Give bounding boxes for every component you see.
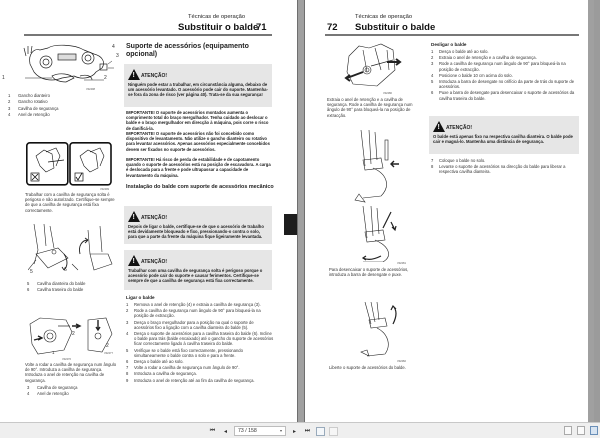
callout-2: 2 [72,331,75,337]
figure-code: V02498 [86,88,95,91]
warning-box [429,116,579,154]
important-note: IMPORTANTE! O suporte de acessórios montados aumenta o comprimento total do braço mergulhador. Tenha cuidado ao deslocar o balde e o braço mergulhador em direcção à máquina, pois corre o risco de danificá-la. [126,110,269,131]
warning-label: ATENÇÃO! [446,125,473,131]
next-page-icon: ▸ [292,428,296,435]
step-item: 8 Levante o suporte de acessórios na direcção do balde para liberar a respectiva cavilha dianteira. [431,164,566,175]
page-number: 72 [327,22,338,33]
figure-code: V02281 [397,262,406,265]
figure4-legend [27,385,117,398]
legend-item: 4 Anel de retenção [27,391,69,397]
warning-icon [433,121,445,132]
step-item: 7 Coloque o balde no solo. [431,158,486,163]
warning-box [124,206,272,244]
viewer-toolbar [0,422,600,438]
figure-code: V02276 [62,358,71,361]
legend-item: 6 Cavilha traseira do balde [27,287,84,293]
warning-label: ATENÇÃO! [141,259,168,265]
section-label: Técnicas de operação [188,14,246,20]
continuous-view-icon[interactable] [577,426,585,435]
last-page-button[interactable] [303,426,312,436]
step-item: 5 Introduza a barra de desengate no orifício da parte de trás do suporte de acessórios. [431,79,575,90]
section-label: Técnicas de operação [355,14,413,20]
first-page-button[interactable] [208,426,217,436]
procedure-heading: Desligar o balde [431,42,467,47]
callout-5: 5 [30,269,33,275]
page-navigation [208,425,338,437]
procedure-steps [431,49,579,102]
warning-label: ATENÇÃO! [141,73,168,79]
page-thumb-tab [284,214,297,235]
first-page-icon: ⏮ [209,427,216,434]
release-bar-illustration [351,130,407,262]
legend-item: 1 Gancho dianteiro [8,93,50,98]
page-title: Substituir o balde [178,22,259,33]
copy-page-icon[interactable] [316,427,325,436]
prev-page-icon: ◂ [223,428,227,435]
legend-item: 3 Cavilha de segurança [8,105,59,111]
legend-item: 4 Anel de retenção [8,111,50,117]
step-item: 7 Volte a rodar a cavilha de segurança num ângulo de 90°. [126,365,240,371]
view-mode-switcher [564,426,598,435]
subsection-heading: Instalação do balde com suporte de acessórios mecânico [126,184,274,190]
callout-1: 1 [2,75,5,81]
step-item: 6 Puxe a barra de desengate para desencaixar o suporte de acessórios da cavilha traseira do balde. [431,90,575,101]
procedure-steps-continued [431,158,579,176]
step-item: 1 Remova o anel de retenção (4) e extraia a cavilha de segurança (3). [126,302,261,307]
step-item: 2 Extraia o anel de retenção e a cavilha de segurança. [431,55,537,61]
warning-text: Ninguém pode estar a trabalhar, em circunstância alguma, debaixo de um acessório levantado. O acessório pode cair do suporte. Mantenha-se fora da zona de risco (ver página 40). Trata-se da sua segurança! [128,82,268,98]
step-item: 4 Posicione o balde 10 cm acima do solo. [431,72,513,78]
legend-item: 2 Gancho rotativo [8,99,48,105]
attachment-bracket-illustration [22,42,114,88]
step-item: 8 Introduza a cavilha de segurança. [126,371,197,377]
figure1-caption: Extraia o anel de retenção e a cavilha de segurança. Rode a cavilha de segurança num ângulo de 90° para bloqueá-la na posição de extracção. [327,97,413,118]
callout-2: 2 [104,75,107,81]
bucket-release-illustration [357,302,407,360]
page-72 [304,0,594,422]
warning-box [124,250,272,290]
warning-box [124,64,272,107]
page-title: Substituir o balde [355,22,436,33]
warning-icon [128,211,140,222]
paste-page-icon[interactable] [329,427,338,436]
callout-4: 4 [112,44,115,50]
header-rule [325,34,579,36]
prev-page-button[interactable] [221,426,230,436]
figure2-caption: Trabalhar com a cavilha de segurança solta é perigoso e não autorizado. Certifique-se sempre de que a cavilha de segurança está fixa correctamente. [25,192,115,213]
warning-text: O balde está apenas fixo na respectiva cavilha dianteira. O balde pode cair e magoá-lo. Mantenha uma distância de segurança. [433,134,573,145]
warning-text: Depois de ligar o balde, certifique-se de que o acessório de trabalho está devidamente bloqueado e fixo, pressionando-o contra o solo, para que a parte da frente da máquina fique ligeiramente levantada. [128,224,264,240]
callout-3: 3 [116,53,119,59]
last-page-icon: ⏭ [304,427,311,434]
figure-code: V02277 [104,352,113,355]
step-item: 1 Desça o balde até ao solo. [431,49,489,54]
bucket-coupling-illustration [28,224,114,276]
legend-item: 5 Cavilha dianteira do balde [27,281,86,286]
step-item: 2 Rode a cavilha de segurança num ângulo de 90° para bloqueá-la na posição de extracção. [126,308,261,319]
header-rule [24,34,272,36]
figure-code: V02280 [383,92,392,95]
important-note: IMPORTANTE! O suporte de acessórios não foi concebido como dispositivo de levantamento. Não utilize o gancho dianteiro ou rotativo para levantar acessórios. Apenas acessórios especialmente concebidos devem ser fixados no suporte de acessórios. [126,131,270,152]
two-page-view-icon[interactable] [590,426,598,435]
step-item: 5 Verifique se o balde está fixo correctamente, pressionando simultaneamente o balde contra o solo e para a frente. [126,347,243,358]
important-note: IMPORTANTE! Há risco de perda de estabilidade e de capotamento quando o suporte de acessórios está na posição de escavadora. A carga é deslocada para a frente e pode ultrapassar a capacidade de levantamento da máquina. [126,157,271,178]
chevron-down-icon[interactable]: ▾ [279,428,282,433]
page-edge [588,0,594,422]
warning-text: Trabalhar com uma cavilha de segurança solta é perigoso porque o acessório pode cair do suporte e causar ferimentos. Certifique-se sempre de que a cavilha de segurança está fixa correctamente. [128,268,263,284]
bucket-pin-removal-illustration [341,40,405,92]
page-71 [0,0,298,422]
figure3-caption: Liberte o suporte de acessórios do balde. [329,365,406,370]
safety-pin-comparison-illustration [26,142,112,186]
legend-item: 3 Cavilha de segurança [27,385,78,390]
callout-2: 2 [106,343,109,349]
callout-6: 6 [64,267,67,273]
warning-icon [128,69,140,80]
figure4-caption: Volte a rodar a cavilha de segurança num ângulo de 90°. Introduza a cavilha de segurança. Introduza o anel de retenção na cavilha de segurança. [25,362,117,383]
page-number-input[interactable] [234,426,286,436]
single-page-view-icon[interactable] [564,426,572,435]
figure3-legend [27,281,117,294]
step-item: 3 Desça o braço mergulhador para a posição na qual o suporte de acessórios fixo a ligação com a cavilha dianteira do balde (5). [126,319,254,330]
figure1-legend [8,93,108,118]
procedure-heading: Ligar o balde [126,295,155,300]
step-item: 3 Rode a cavilha de segurança num ângulo de 90° para bloqueá-la na posição de extracção. [431,61,566,72]
figure2-caption: Para desencaixar o suporte de acessórios, introduza a barra de desengate e puxe. [329,267,409,278]
page-indicator: 73 / 158 [238,428,257,434]
figure-code: V02499 [100,188,109,191]
step-item: 4 Desça o suporte de acessórios para a cavilha traseira do balde (6). Incline o balde para trás (balde encaixado) até o gancho do suporte de acessórios ficar correctamente ligado à cavilha traseira do balde. [126,331,274,347]
procedure-steps [126,302,274,384]
page-number: 71 [256,22,267,33]
callout-1: 1 [52,350,55,355]
step-item: 9 Introduza o anel de retenção até ao fim da cavilha de segurança. [126,377,255,383]
retaining-ring-illustration [26,314,116,356]
warning-label: ATENÇÃO! [141,215,168,221]
section-heading: Suporte de acessórios (equipamento opcional) [126,43,249,58]
next-page-button[interactable] [290,426,299,436]
step-item: 6 Desça o balde até ao solo. [126,359,184,365]
warning-icon [128,255,140,266]
figure-code: V02282 [397,360,406,363]
